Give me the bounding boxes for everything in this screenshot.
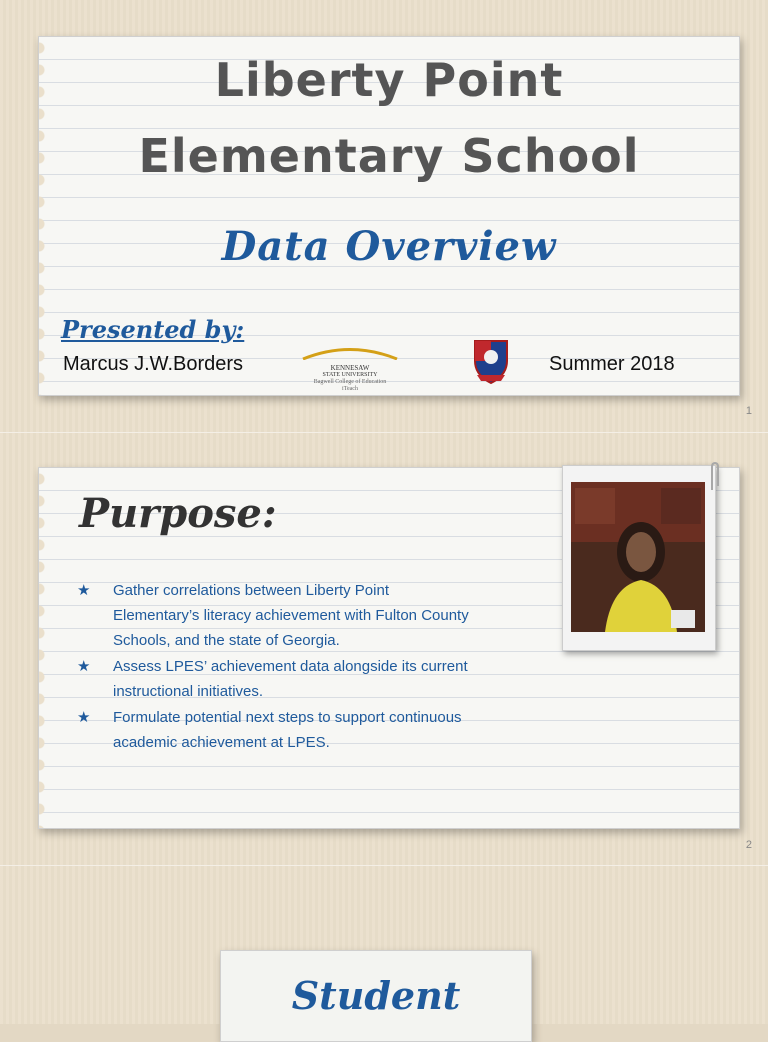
star-icon: ★	[77, 658, 91, 675]
title-line-1: Liberty Point	[214, 53, 564, 107]
list-item: ★ Assess LPES’ achievement data alongside its current instructional initiatives.	[77, 654, 477, 704]
ksu-logo-text-4: iTeach	[342, 386, 358, 392]
person-photo	[571, 482, 705, 632]
ksu-logo-text-2: STATE UNIVERSITY	[322, 372, 378, 378]
school-crest-icon	[471, 337, 511, 385]
purpose-list	[77, 578, 477, 756]
slide-1	[0, 0, 768, 433]
purpose-heading: Purpose:	[79, 490, 277, 537]
presentation-date: Summer 2018	[549, 353, 675, 375]
notebook-paper	[38, 36, 740, 396]
slide-2	[0, 433, 768, 866]
ksu-logo-text-3: Bagwell College of Education	[313, 379, 387, 385]
subtitle: Data Overview	[221, 223, 557, 270]
sticky-note	[220, 950, 532, 1042]
slide-3	[0, 866, 768, 1024]
paper-clip-icon	[709, 462, 721, 492]
title-line-2: Elementary School	[138, 129, 640, 183]
star-icon: ★	[77, 709, 91, 726]
list-item: ★ Formulate potential next steps to support continuous academic achievement at LPES.	[77, 705, 477, 755]
page-number: 1	[745, 405, 752, 417]
ksu-logo-arch-icon	[297, 346, 403, 360]
student-heading: Student	[291, 973, 461, 1018]
star-icon: ★	[77, 582, 91, 599]
polaroid-photo	[562, 465, 716, 651]
ksu-logo	[297, 345, 403, 392]
page-number: 2	[745, 839, 752, 851]
presented-by-label: Presented by:	[61, 315, 245, 344]
presenter-name: Marcus J.W.Borders	[63, 353, 244, 375]
ksu-logo-text-1: KENNESAW	[330, 364, 370, 372]
list-item: ★ Gather correlations between Liberty Point Elementary’s literacy achievement with Fulton County Schools, and the state of Georgia.	[77, 578, 477, 653]
